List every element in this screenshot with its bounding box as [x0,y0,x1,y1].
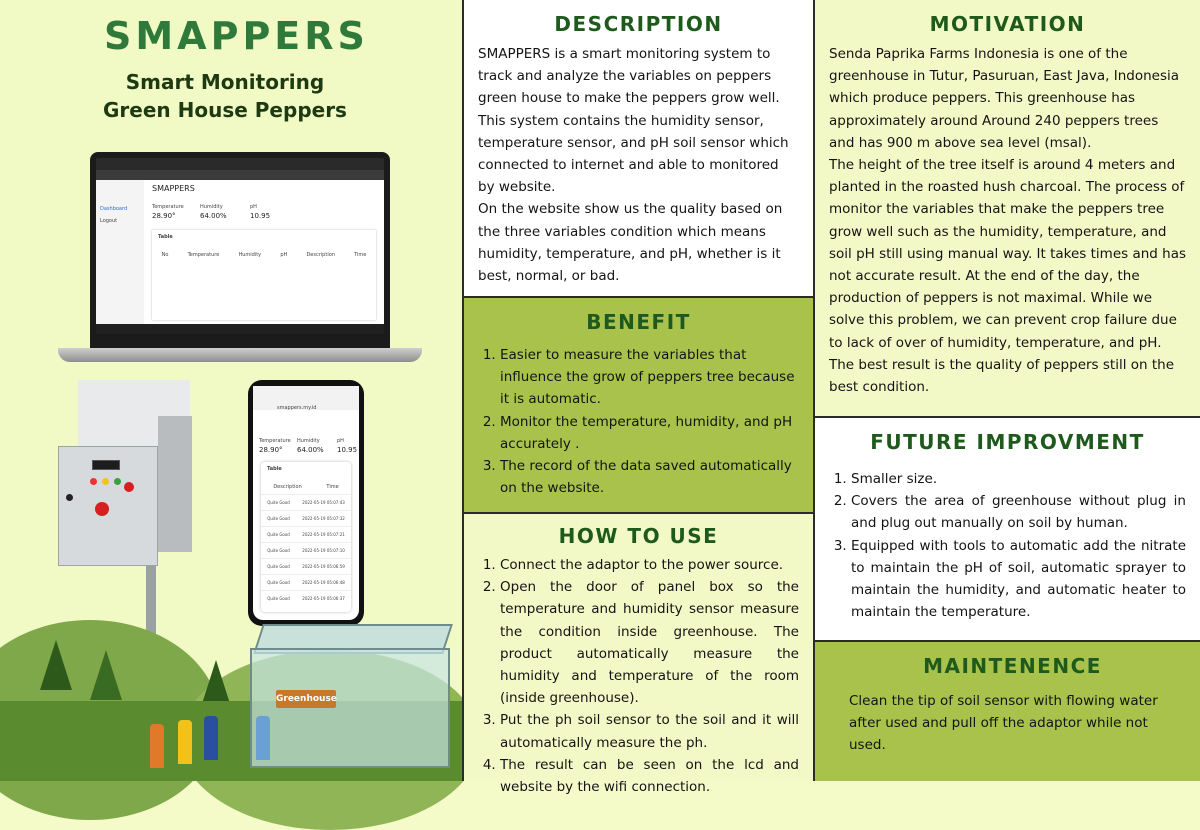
maintenance-title: MAINTENENCE [923,654,1102,678]
laptop-mockup [90,152,390,348]
reading-label: Humidity [200,204,223,210]
how-to-use-list [478,554,799,798]
row-desc: Quite Good [267,596,290,601]
table-row [261,542,351,558]
table-row [261,558,351,574]
table-header-row [152,244,376,258]
motivation-section [815,0,1200,416]
how-to-use-step: 1. Connect the adaptor to the power source. [500,554,799,576]
table-header: Description [306,252,335,258]
benefit-list [478,344,799,499]
reading-label: pH [337,438,344,444]
benefit-item: 1. Easier to measure the variables that influence the grow of peppers tree because it is automatic. [500,344,799,411]
door-lock [66,494,73,501]
row-time: 2022-05-19 05:07:21 [302,532,345,537]
phone-mockup [248,380,364,626]
sidebar-item-dashboard: Dashboard [100,206,128,212]
indicator-light [102,478,109,485]
how-to-use-step: 3. Put the ph soil sensor to the soil and it will automatically measure the ph. [500,709,799,753]
reading-label: Temperature [152,204,184,210]
table-row [261,526,351,542]
table-header: Description [273,484,302,490]
farmer-figure [150,724,164,768]
smappers-logo: SMAPPERS [104,14,369,58]
future-improvement-item: 1. Smaller size. [851,468,1186,490]
row-time: 2022-05-19 05:07:43 [302,500,345,505]
table-header: No [161,252,169,258]
laptop-screen [96,158,384,334]
motivation-paragraph-2: The height of the tree itself is around 4 meters and planted in the roasted hush charcoal. The process of monitor the variables that make the peppers tree grow well such as the humidity, temperature, and soil pH still using manual way. It takes times and has not accurate result. At the end of the day, the production of peppers is not maximal. While we solve this problem, we can prevent crop failure due to lack of over of humidity, temperature, and pH. The best result is the quality of peppers still on the best condition. [829,157,1187,396]
future-improvement-title: FUTURE IMPROVMENT [870,430,1145,454]
sidebar-item-logout: Logout [100,218,118,224]
table-header: Time [326,484,339,490]
row-desc: Quite Good [267,580,290,585]
how-to-use-step: 4. The result can be seen on the lcd and website by the wifi connection. [500,754,799,798]
subtitle-line-1: Smart Monitoring [125,70,325,94]
description-section [464,0,813,296]
motivation-title: MOTIVATION [929,12,1086,36]
row-desc: Quite Good [267,516,290,521]
how-to-use-step: 2. Open the door of panel box so the temperature and humidity sensor measure the condition inside greenhouse. The product automatically measure the humidity and temperature of the room (inside greenhouse). [500,576,799,709]
table-header: Time [354,252,367,258]
reading-label: Humidity [297,438,320,444]
future-improvement-item: 2. Covers the area of greenhouse without plug in and plug out manually on soil by human. [851,490,1186,534]
reading-value: 64.00% [297,446,324,454]
greenhouse [250,648,450,768]
maintenance-section [815,642,1200,781]
farmer-figure [178,720,192,764]
motivation-paragraph-1: Senda Paprika Farms Indonesia is one of the greenhouse in Tutur, Pasuruan, East Java, Indonesia which produce peppers. This greenhouse has approximately around Around 240 peppers trees and has 900 m above sea level (msal). [829,46,1180,151]
phone-table-card [261,462,351,612]
emergency-button [95,502,109,516]
reading-value: 64.00% [200,212,227,220]
dashboard-table-card [152,230,376,320]
row-desc: Quite Good [267,500,290,505]
benefit-section [464,298,813,512]
laptop-base [58,348,422,362]
indicator-light [90,478,97,485]
table-row [261,590,351,606]
os-taskbar [96,324,384,334]
description-title: DESCRIPTION [554,12,723,36]
table-header: Temperature [187,252,220,258]
poster-left-column [0,0,462,781]
phone-table-rows [261,494,351,606]
reading-label: pH [250,204,257,210]
benefit-title: BENEFIT [586,310,691,334]
description-paragraph-2: On the website show us the quality based on the three variables condition which means humidity, temperature, and pH, whether is it best, normal, or bad. [478,201,783,285]
description-paragraph-1: SMAPPERS is a smart monitoring system to track and analyze the variables on peppers green house to make the peppers grow well. This system contains the humidity sensor, temperature sensor, and pH soil sensor which connected to internet and able to monitored by website. [478,46,789,196]
subtitle-line-2: Green House Peppers [103,98,347,122]
maintenance-text: Clean the tip of soil sensor with flowing water after used and pull off the adaptor while not used. [849,693,1158,754]
row-time: 2022-05-19 05:06:48 [302,580,345,585]
tree [90,650,122,700]
table-title: Table [158,234,173,240]
reading-value: 28.90° [259,446,283,454]
phone-url: smappers.my.id [277,405,317,411]
table-row [261,574,351,590]
phone-screen [253,386,359,620]
farmer-figure [204,716,218,760]
row-desc: Quite Good [267,564,290,569]
future-improvement-item: 3. Equipped with tools to automatic add the nitrate to maintain the pH of soil, automatic sprayer to maintain the humidity, and automatic heater to maintain the temperature. [851,535,1186,624]
greenhouse-sign: Greenhouse [276,690,336,708]
table-header: Humidity [238,252,262,258]
lcd-display [92,460,120,470]
indicator-button [124,482,134,492]
row-time: 2022-05-19 05:06:59 [302,564,345,569]
dashboard-sidebar [96,180,144,324]
future-improvement-list [829,468,1186,623]
table-row [261,494,351,510]
tree [40,640,72,690]
benefit-item: 2. Monitor the temperature, humidity, and pH accurately . [500,411,799,455]
phone-url-bar [253,386,359,410]
row-desc: Quite Good [267,548,290,553]
reading-value: 10.95 [250,212,271,220]
row-desc: Quite Good [267,532,290,537]
table-header: pH [280,252,288,258]
panel-box-side [158,416,192,552]
reading-value: 28.90° [152,212,176,220]
benefit-item: 3. The record of the data saved automatically on the website. [500,455,799,499]
how-to-use-title: HOW TO USE [558,524,719,548]
row-time: 2022-05-19 05:07:10 [302,548,345,553]
table-title: Table [267,466,282,472]
reading-value: 10.95 [337,446,358,454]
dashboard-app-title: SMAPPERS [152,184,195,193]
reading-label: Temperature [259,438,291,444]
table-header-row [261,476,351,494]
how-to-use-section [464,514,813,796]
indicator-light [114,478,121,485]
table-row [261,510,351,526]
farmer-figure [256,716,270,760]
future-improvement-section [815,418,1200,640]
row-time: 2022-05-19 05:07:32 [302,516,345,521]
row-time: 2022-05-19 05:06:37 [302,596,345,601]
